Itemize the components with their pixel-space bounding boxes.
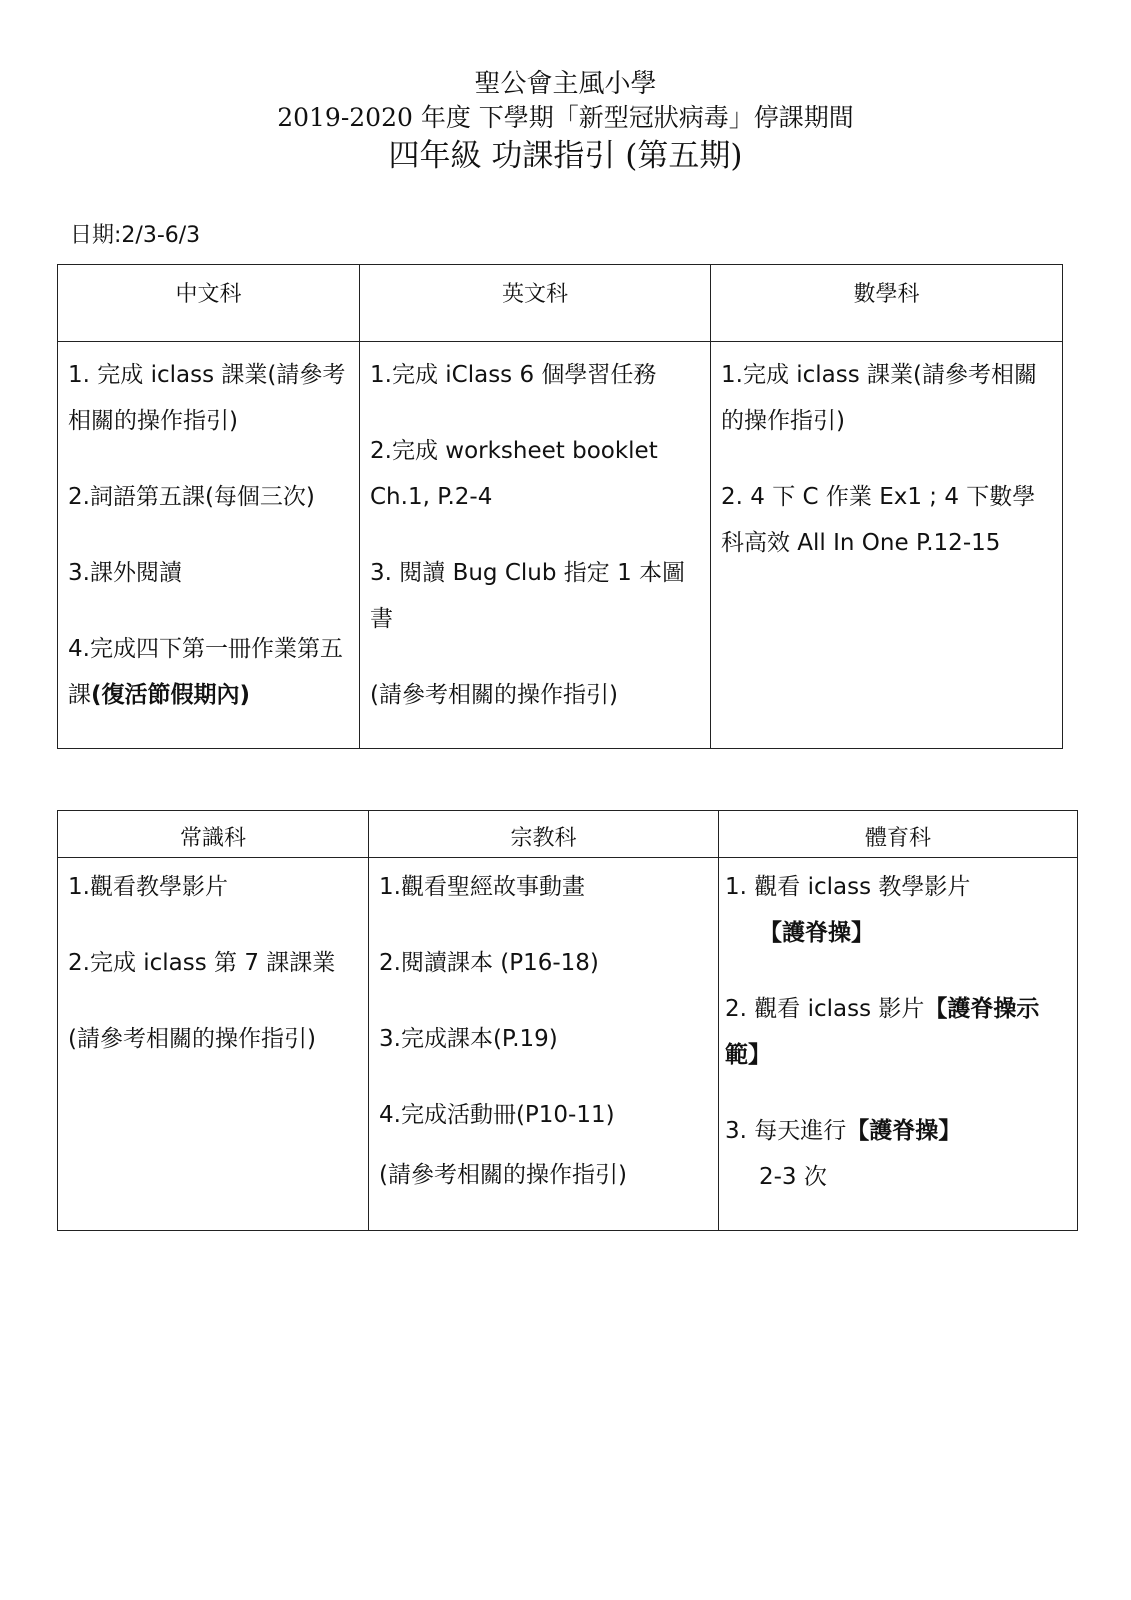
- header-math: 數學科: [711, 265, 1063, 342]
- exercise-name: 【護脊操】: [759, 920, 874, 946]
- header-general-studies: 常識科: [58, 811, 369, 858]
- header-english: 英文科: [360, 265, 711, 342]
- table-row: [58, 342, 1063, 749]
- header-pe: 體育科: [719, 811, 1078, 858]
- general-studies-tasks: [58, 858, 369, 1231]
- task-item: 1.完成 iClass 6 個學習任務: [370, 362, 657, 388]
- task-item: 2.詞語第五課(每個三次): [68, 484, 315, 510]
- date-range: 日期:2/3-6/3: [70, 223, 201, 248]
- task-item: 1.觀看聖經故事動畫: [379, 874, 585, 900]
- task-item: 3.課外閱讀: [68, 560, 182, 586]
- task-item: 3. 每天進行【護脊操】 2-3 次: [725, 1108, 1067, 1200]
- table-header-row: [58, 265, 1063, 342]
- exercise-name: 【護脊操】: [846, 1118, 962, 1144]
- task-note: (請參考相關的操作指引): [370, 682, 618, 708]
- document-header: [0, 68, 1131, 176]
- table-header-row: [58, 811, 1078, 858]
- task-item: 1. 完成 iclass 課業(請參考相關的操作指引): [68, 362, 346, 434]
- math-tasks: [711, 342, 1063, 749]
- task-item: 1.觀看教學影片: [68, 874, 228, 900]
- school-name: 聖公會主風小學: [474, 69, 657, 99]
- pe-tasks: [719, 858, 1078, 1231]
- exercise-name: 【護脊操示範】: [725, 996, 1040, 1068]
- task-item: 2.完成 worksheet booklet Ch.1, P.2-4: [370, 438, 658, 510]
- task-item: 2. 觀看 iclass 影片【護脊操示範】: [725, 996, 1040, 1068]
- task-item: 2.閱讀課本 (P16-18): [379, 950, 599, 976]
- task-item: 2. 4 下 C 作業 Ex1 ; 4 下數學科高效 All In One P.12-15: [721, 484, 1036, 556]
- task-item: 3.完成課本(P.19): [379, 1026, 558, 1052]
- task-item: 4.完成活動冊(P10-11): [379, 1102, 615, 1128]
- chinese-tasks: [58, 342, 360, 749]
- religion-tasks: [369, 858, 719, 1231]
- table-row: [58, 858, 1078, 1231]
- page-title: 四年級 功課指引 (第五期): [388, 138, 743, 174]
- task-item: 1.完成 iclass 課業(請參考相關的操作指引): [721, 362, 1038, 434]
- english-tasks: [360, 342, 711, 749]
- repeat-count: 2-3 次: [759, 1164, 827, 1190]
- task-item: 3. 閱讀 Bug Club 指定 1 本圖書: [370, 560, 686, 632]
- task-item: 1. 觀看 iclass 教學影片 【護脊操】: [725, 864, 1067, 956]
- homework-table-1: [57, 264, 1063, 749]
- task-note: (請參考相關的操作指引): [379, 1162, 627, 1188]
- term-title: 2019-2020 年度 下學期「新型冠狀病毒」停課期間: [277, 103, 854, 132]
- bold-note: (復活節假期內): [91, 682, 251, 708]
- task-item: 2.完成 iclass 第 7 課課業: [68, 950, 336, 976]
- header-religion: 宗教科: [369, 811, 719, 858]
- homework-table-2: [57, 810, 1078, 1231]
- task-item: 4.完成四下第一冊作業第五課(復活節假期內): [68, 636, 343, 708]
- task-note: (請參考相關的操作指引): [68, 1026, 316, 1052]
- header-chinese: 中文科: [58, 265, 360, 342]
